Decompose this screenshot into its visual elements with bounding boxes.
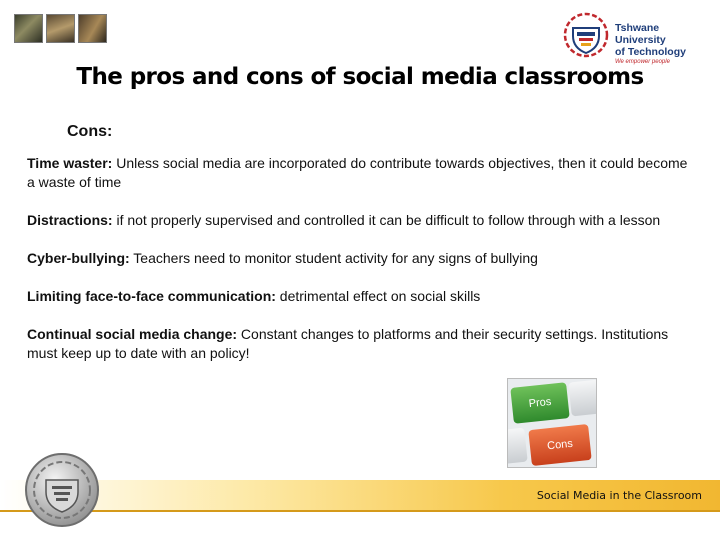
pros-key: Pros	[510, 382, 569, 424]
cons-list	[27, 154, 692, 382]
tut-logo	[563, 12, 713, 65]
tut-emblem-icon	[563, 12, 609, 58]
list-item	[27, 249, 692, 268]
university-seal-icon	[22, 450, 102, 530]
footer-divider	[0, 510, 720, 512]
cons-heading: Cons:	[67, 123, 113, 140]
keyboard-key	[568, 380, 597, 417]
footer-text: Social Media in the Classroom	[536, 489, 702, 502]
list-item	[27, 211, 692, 230]
tut-tagline: We empower people	[615, 59, 670, 65]
photo-students	[46, 14, 75, 43]
photo-lecture	[78, 14, 107, 43]
header-photo-strip	[14, 14, 107, 43]
list-item	[27, 325, 692, 363]
keyboard-key	[507, 428, 528, 465]
item-text: Constant changes to platforms and their security settings. Institutions must keep up to date with an policy!	[27, 326, 669, 361]
item-text: if not properly supervised and controlled it can be difficult to follow through with a lesson	[112, 212, 661, 228]
photo-campus	[14, 14, 43, 43]
slide-title: The pros and cons of social media classrooms	[76, 64, 644, 90]
cons-key: Cons	[528, 424, 591, 466]
item-text: Teachers need to monitor student activity for any signs of bullying	[129, 250, 538, 266]
tut-name-line2: of Technology	[615, 46, 686, 58]
item-label: Distractions:	[27, 212, 113, 228]
item-text: Unless social media are incorporated do contribute towards objectives, then it could become a waste of time	[27, 155, 688, 190]
list-item	[27, 154, 692, 192]
item-label: Continual social media change:	[27, 326, 238, 342]
item-text: detrimental effect on social skills	[275, 288, 481, 304]
list-item	[27, 287, 692, 306]
tut-name-line1: Tshwane University	[615, 22, 666, 46]
pros-cons-keyboard-image	[507, 378, 597, 468]
item-label: Cyber-bullying:	[27, 250, 130, 266]
item-label: Time waster:	[27, 155, 113, 171]
item-label: Limiting face-to-face communication:	[27, 288, 276, 304]
